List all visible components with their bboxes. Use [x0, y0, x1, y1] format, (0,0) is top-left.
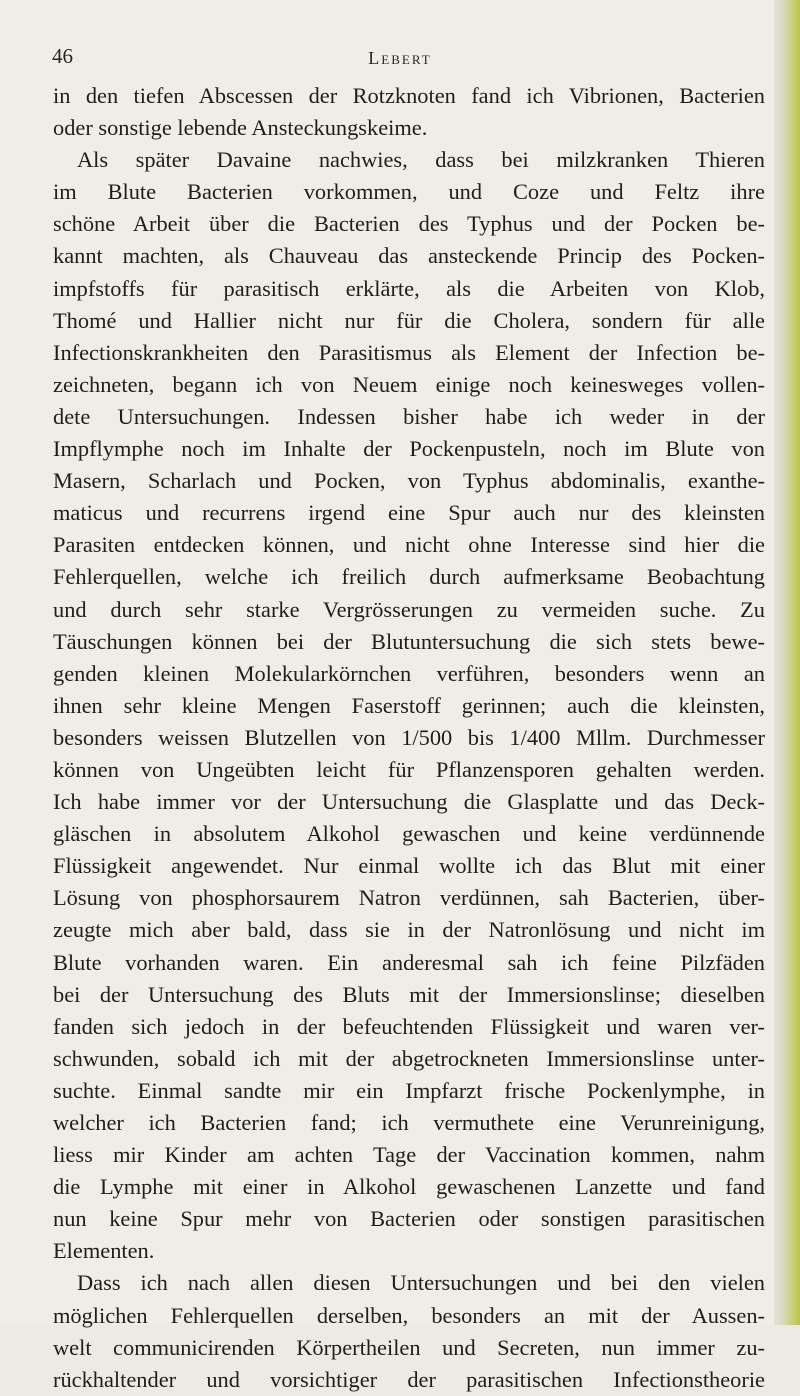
text-line: besonders weissen Blutzellen von 1/500 bis 1/400 Mllm. Durchmesser — [53, 724, 765, 750]
text-line: welcher ich Bacterien fand; ich vermuthete eine Verunreinigung, — [53, 1110, 765, 1135]
text-line: die Lymphe mit einer in Alkohol gewaschenen Lanzette und fand — [53, 1174, 765, 1200]
text-line: können von Ungeübten leicht für Pflanzensporen gehalten werden. — [53, 756, 765, 782]
text-line: Infectionskrankheiten den Parasitismus als Element der Infection be- — [53, 339, 765, 365]
text-line: Dass ich nach allen diesen Untersuchungen und bei den vielen — [77, 1270, 765, 1296]
text-line: Impflymphe noch im Inhalte der Pockenpusteln, noch im Blute von — [53, 436, 765, 462]
text-line: Flüssigkeit angewendet. Nur einmal wollte ich das Blut mit einer — [53, 853, 765, 879]
text-line: genden kleinen Molekularkörnchen verführen, besonders wenn an — [53, 660, 765, 686]
text-line: Masern, Scharlach und Pocken, von Typhus abdominalis, exanthe- — [53, 468, 765, 494]
text-line: und durch sehr starke Vergrösserungen zu vermeiden suche. Zu — [53, 596, 765, 622]
text-line: impfstoffs für parasitisch erklärte, als die Arbeiten von Klob, — [53, 275, 765, 301]
text-line: Parasiten entdecken können, und nicht ohne Interesse sind hier die — [53, 532, 765, 558]
text-line: Fehlerquellen, welche ich freilich durch aufmerksame Beobachtung — [53, 564, 765, 590]
text-line: zeichneten, begann ich von Neuem einige noch keinesweges vollen- — [53, 371, 765, 397]
text-line: Ich habe immer vor der Untersuchung die Glasplatte und das Deck- — [53, 789, 765, 815]
text-line: oder sonstige lebende Ansteckungskeime. — [53, 115, 428, 141]
text-line: schöne Arbeit über die Bacterien des Typhus und der Pocken be- — [53, 211, 765, 237]
text-line: kannt machten, als Chauveau das ansteckende Princip des Pocken- — [53, 243, 765, 269]
text-line: Täuschungen können bei der Blutuntersuchung die sich stets bewe- — [53, 628, 765, 654]
text-line: schwunden, sobald ich mit der abgetrockneten Immersionslinse unter- — [53, 1045, 765, 1071]
text-line: dete Untersuchungen. Indessen bisher habe ich weder in der — [53, 403, 765, 429]
text-line: bei der Untersuchung des Bluts mit der Immersionslinse; dieselben — [53, 981, 765, 1007]
text-line: im Blute Bacterien vorkommen, und Coze und Feltz ihre — [53, 179, 765, 205]
text-line: fanden sich jedoch in der befeuchtenden Flüssigkeit und waren ver- — [53, 1013, 765, 1039]
text-line: welt communicirenden Körpertheilen und Secreten, nun immer zu- — [53, 1334, 765, 1360]
page-number: 46 — [52, 44, 73, 68]
text-line: in den tiefen Abscessen der Rotzknoten fand ich Vibrionen, Bacterien — [53, 83, 765, 108]
text-line: Elementen. — [53, 1238, 155, 1264]
running-head: Lebert — [368, 48, 432, 68]
text-line: liess mir Kinder am achten Tage der Vaccination kommen, nahm — [53, 1142, 765, 1168]
page-edge — [774, 0, 800, 1325]
text-line: nun keine Spur mehr von Bacterien oder sonstigen parasitischen — [53, 1206, 765, 1232]
text-line: Blute vorhanden waren. Ein anderesmal sah ich feine Pilzfäden — [53, 949, 765, 975]
body-text — [53, 80, 765, 1396]
text-line: gläschen in absolutem Alkohol gewaschen und keine verdünnende — [53, 821, 765, 847]
text-line: Als später Davaine nachwies, dass bei milzkranken Thieren — [77, 147, 765, 173]
text-line: ihnen sehr kleine Mengen Faserstoff gerinnen; auch die kleinsten, — [53, 692, 765, 718]
page-header — [0, 44, 800, 84]
text-line: zeugte mich aber bald, dass sie in der Natronlösung und nicht im — [53, 917, 765, 943]
text-line: Lösung von phosphorsaurem Natron verdünnen, sah Bacterien, über- — [53, 885, 765, 911]
text-line: möglichen Fehlerquellen derselben, besonders an mit der Aussen- — [53, 1302, 765, 1328]
text-line: Thomé und Hallier nicht nur für die Cholera, sondern für alle — [53, 307, 765, 333]
text-line: maticus und recurrens irgend eine Spur auch nur des kleinsten — [53, 500, 765, 526]
text-line: suchte. Einmal sandte mir ein Impfarzt frische Pockenlymphe, in — [53, 1077, 765, 1103]
text-line: rückhaltender und vorsichtiger der parasitischen Infectionstheorie — [53, 1366, 765, 1392]
